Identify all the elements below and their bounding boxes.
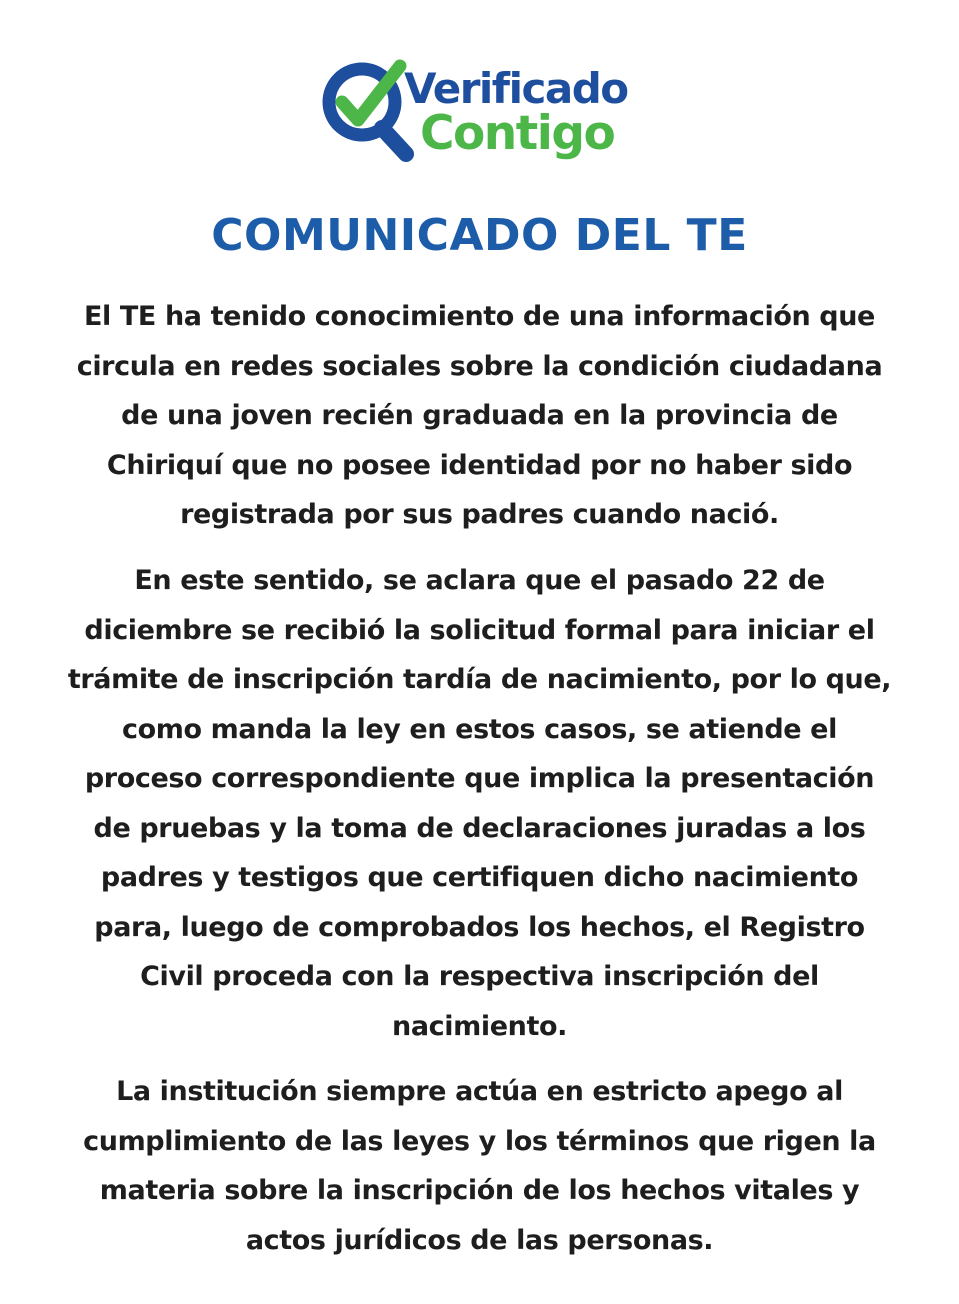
paragraph-line: actos jurídicos de las personas. [245, 1224, 714, 1256]
paragraph-line: de pruebas y la toma de declaraciones juradas a los [93, 812, 866, 844]
paragraph-line: El TE ha tenido conocimiento de una información que [84, 301, 875, 332]
paragraph-line: trámite de inscripción tardía de nacimiento, por lo que, [67, 664, 892, 695]
paragraph-line: como manda la ley en estos casos, se atiende el [122, 713, 837, 745]
paragraph-line: materia sobre la inscripción de los hechos vitales y [99, 1175, 860, 1206]
paragraph-line: circula en redes sociales sobre la condición ciudadana [76, 350, 883, 382]
brand-logo [320, 58, 640, 164]
paragraph-line: registrada por sus padres cuando nació. [180, 499, 779, 530]
paragraph-3 [40, 1067, 919, 1265]
paragraph-line: cumplimiento de las leyes y los términos que rigen la [83, 1125, 876, 1157]
paragraph-line: de una joven recién graduada en la provincia de [121, 400, 838, 431]
paragraph-line: Civil proceda con la respectiva inscripción del [140, 961, 819, 992]
paragraph-line: En este sentido, se aclara que el pasado 22 de [134, 565, 825, 596]
page-title: COMUNICADO DEL TE [211, 210, 748, 261]
paragraph-line: padres y testigos que certifiquen dicho nacimiento [100, 862, 859, 893]
paragraph-line: La institución siempre actúa en estricto apego al [116, 1076, 843, 1107]
paragraph-line: diciembre se recibió la solicitud formal para iniciar el [84, 614, 875, 646]
paragraph-2 [40, 556, 919, 1051]
paragraph-line: nacimiento. [392, 1010, 567, 1042]
logo-word-contigo: Contigo [420, 106, 615, 161]
paragraph-line: proceso correspondiente que implica la presentación [84, 763, 875, 794]
paragraph-line: para, luego de comprobados los hechos, el Registro [94, 911, 865, 943]
paragraph-1 [40, 292, 919, 540]
logo-word-verificado: Verificado [404, 64, 628, 113]
paragraph-line: Chiriquí que no posee identidad por no haber sido [106, 449, 853, 481]
